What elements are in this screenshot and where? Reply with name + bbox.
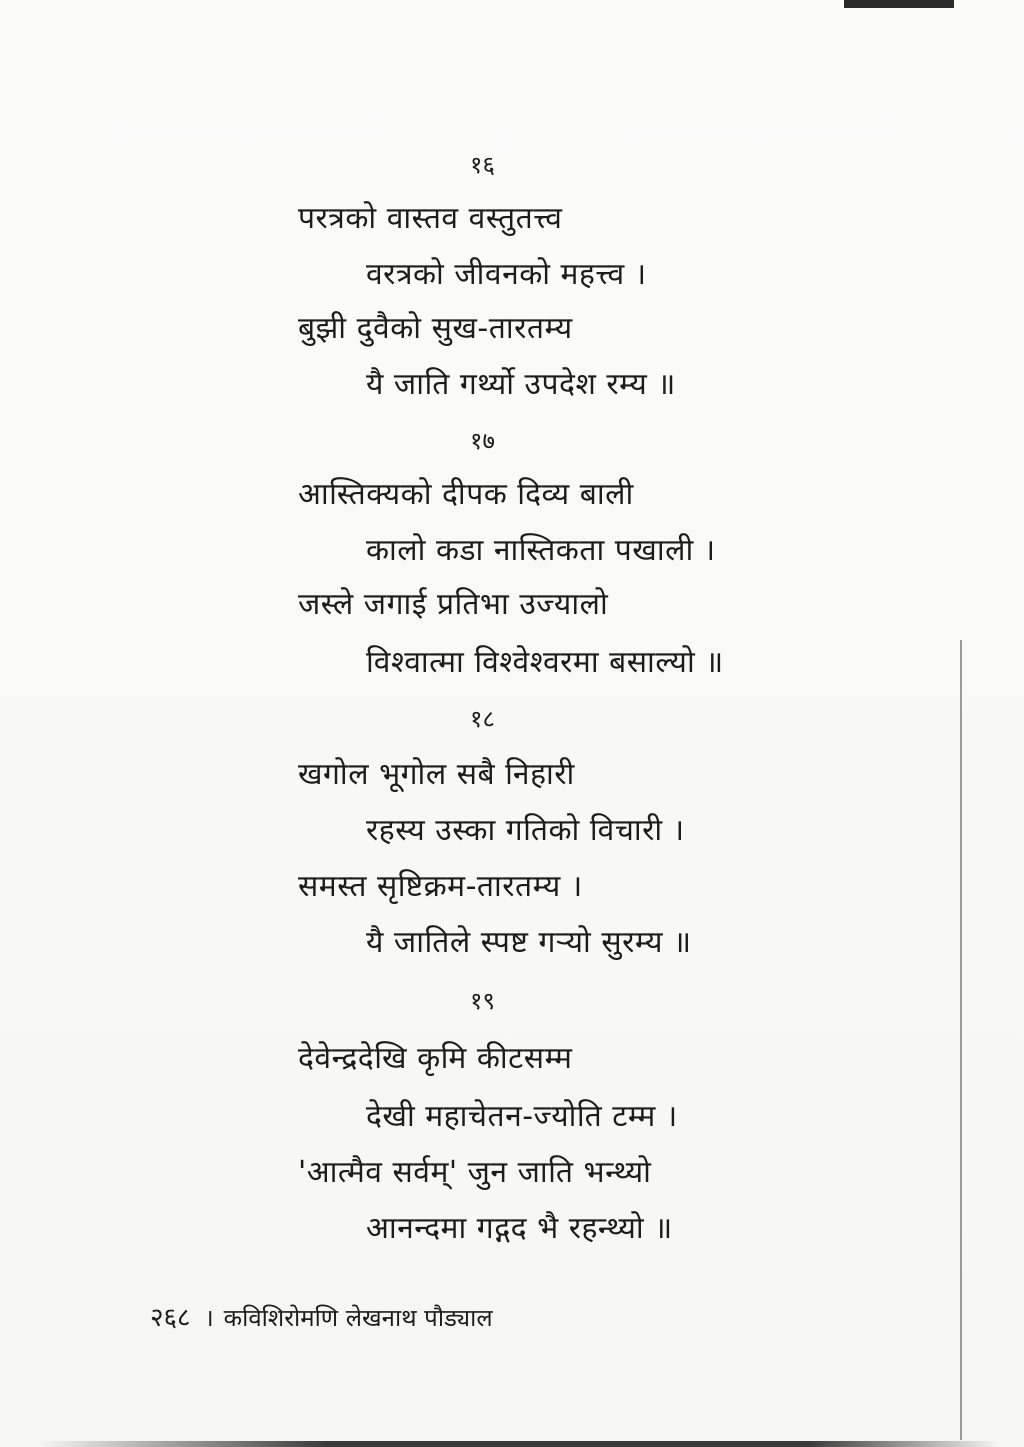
page-footer — [150, 1298, 493, 1334]
book-title: कविशिरोमणि लेखनाथ पौड्याल — [223, 1304, 493, 1332]
verse-line: वरत्रको जीवनको महत्त्व । — [366, 257, 647, 292]
scan-edge-right — [960, 640, 962, 1440]
verse-line: 'आत्मैव सर्वम्' जुन जाति भन्थ्यो — [298, 1155, 652, 1190]
verse-line: आस्तिक्यको दीपक दिव्य बाली — [298, 477, 634, 512]
footer-separator: । — [204, 1304, 214, 1332]
verse-line: देखी महाचेतन-ज्योति टम्म । — [366, 1099, 678, 1134]
verse-line: देवेन्द्रदेखि कृमि कीटसम्म — [298, 1041, 573, 1076]
verse-line: समस्त सृष्टिक्रम-तारतम्य । — [298, 869, 583, 904]
verse-line: परत्रको वास्तव वस्तुतत्त्व — [298, 201, 563, 236]
verse-number: १९ — [470, 987, 495, 1015]
verse-number: १८ — [470, 705, 495, 733]
verse-line: रहस्य उस्का गतिको विचारी । — [366, 813, 685, 848]
verse-line: विश्वात्मा विश्वेश्वरमा बसाल्यो ॥ — [366, 645, 724, 680]
verse-line: यै जाति गर्थ्यो उपदेश रम्य ॥ — [366, 367, 676, 402]
verse-line: आनन्दमा गद्गद भै रहन्थ्यो ॥ — [366, 1211, 673, 1246]
verse-line: कालो कडा नास्तिकता पखाली । — [366, 533, 716, 568]
verse-line: बुझी दुवैको सुख-तारतम्य — [298, 311, 573, 346]
verse-line: खगोल भूगोल सबै निहारी — [298, 757, 575, 792]
verse-number: १७ — [470, 427, 495, 455]
verse-number: १६ — [470, 151, 495, 179]
page-number: २६८ — [150, 1303, 191, 1333]
scan-edge-bottom — [40, 1441, 1000, 1447]
scan-edge-top — [844, 0, 954, 8]
verse-line: यै जातिले स्पष्ट गऱ्यो सुरम्य ॥ — [366, 925, 692, 960]
verse-line: जस्ले जगाई प्रतिभा उज्यालो — [298, 587, 609, 622]
